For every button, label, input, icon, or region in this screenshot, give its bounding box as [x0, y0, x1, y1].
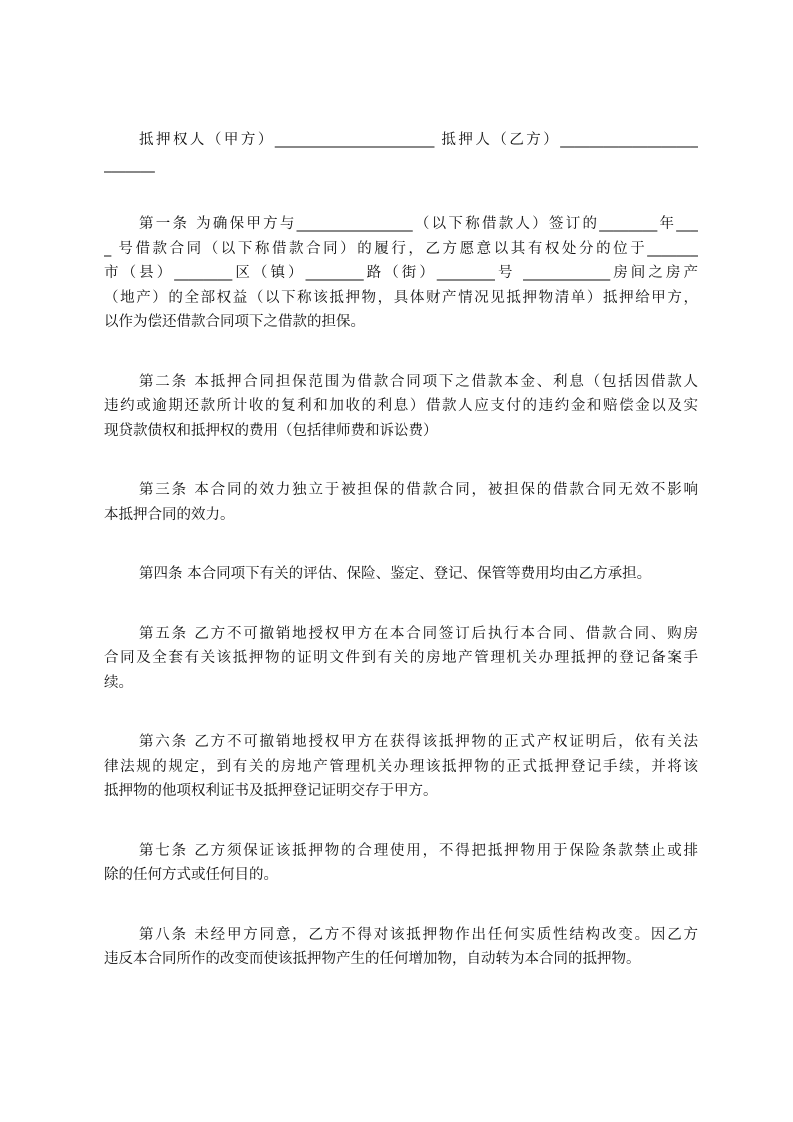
- parties-header: [104, 128, 698, 177]
- article-4: [104, 562, 698, 587]
- article-8: [104, 923, 698, 972]
- article-line: 律法规的规定，到有关的房地产管理机关办理该抵押物的正式抵押登记手续，并将该: [104, 758, 698, 775]
- article-2: [104, 370, 698, 444]
- article-line: 市（县）________区（镇）________路（街）________号 ____________房间之房产: [104, 265, 698, 281]
- article-line: 第二条 本抵押合同担保范围为借款合同项下之借款本金、利息（包括因借款人: [139, 373, 698, 390]
- article-line: 第四条 本合同项下有关的评估、保险、鉴定、登记、保管等费用均由乙方承担。: [139, 566, 652, 582]
- article-line: _ 号借款合同（以下称借款合同）的履行，乙方愿意以其有权处分的位于_______: [104, 240, 698, 257]
- article-line: 除的任何方式或任何目的。: [104, 867, 278, 883]
- article-line: 第五条 乙方不可撤销地授权甲方在本合同签订后执行本合同、借款合同、购房: [139, 625, 698, 642]
- article-line: 第八条 未经甲方同意，乙方不得对该抵押物作出任何实质性结构改变。因乙方: [139, 926, 698, 943]
- article-line: 现贷款债权和抵押权的费用（包括律师费和诉讼费）: [104, 422, 438, 439]
- article-line: 第一条 为确保甲方与________________（以下称借款人）签订的________年___: [139, 216, 698, 232]
- parties-line: 抵押权人（甲方）______________________ 抵押人（乙方）___________________: [139, 132, 698, 148]
- article-line: （地产）的全部权益（以下称该抵押物，具体财产情况见抵押物清单）抵押给甲方，: [104, 289, 698, 306]
- article-line: 违反本合同所作的改变而使该抵押物产生的任何增加物，自动转为本合同的抵押物。: [104, 951, 641, 967]
- article-line: 以作为偿还借款合同项下之借款的担保。: [104, 314, 365, 330]
- article-6: [104, 730, 698, 804]
- article-line: 合同及全套有关该抵押物的证明文件到有关的房地产管理机关办理抵押的登记备案手: [104, 650, 698, 666]
- article-1: [104, 212, 698, 335]
- parties-line-continuation: _______: [104, 156, 155, 173]
- article-line: 第六条 乙方不可撤销地授权甲方在获得该抵押物的正式产权证明后，依有关法: [139, 734, 698, 750]
- article-line: 抵押物的他项权利证书及抵押登记证明交存于甲方。: [104, 783, 438, 799]
- article-line: 违约或逾期还款所计收的复利和加收的利息）借款人应支付的违约金和赔偿金以及实: [104, 398, 698, 414]
- article-line: 续。: [104, 674, 133, 691]
- article-3: [104, 478, 698, 527]
- contract-page: [104, 128, 698, 1007]
- article-line: 第七条 乙方须保证该抵押物的合理使用，不得把抵押物用于保险条款禁止或排: [139, 842, 698, 859]
- article-7: [104, 839, 698, 888]
- article-line: 本抵押合同的效力。: [104, 506, 235, 523]
- article-line: 第三条 本合同的效力独立于被担保的借款合同，被担保的借款合同无效不影响: [139, 482, 698, 498]
- article-5: [104, 622, 698, 696]
